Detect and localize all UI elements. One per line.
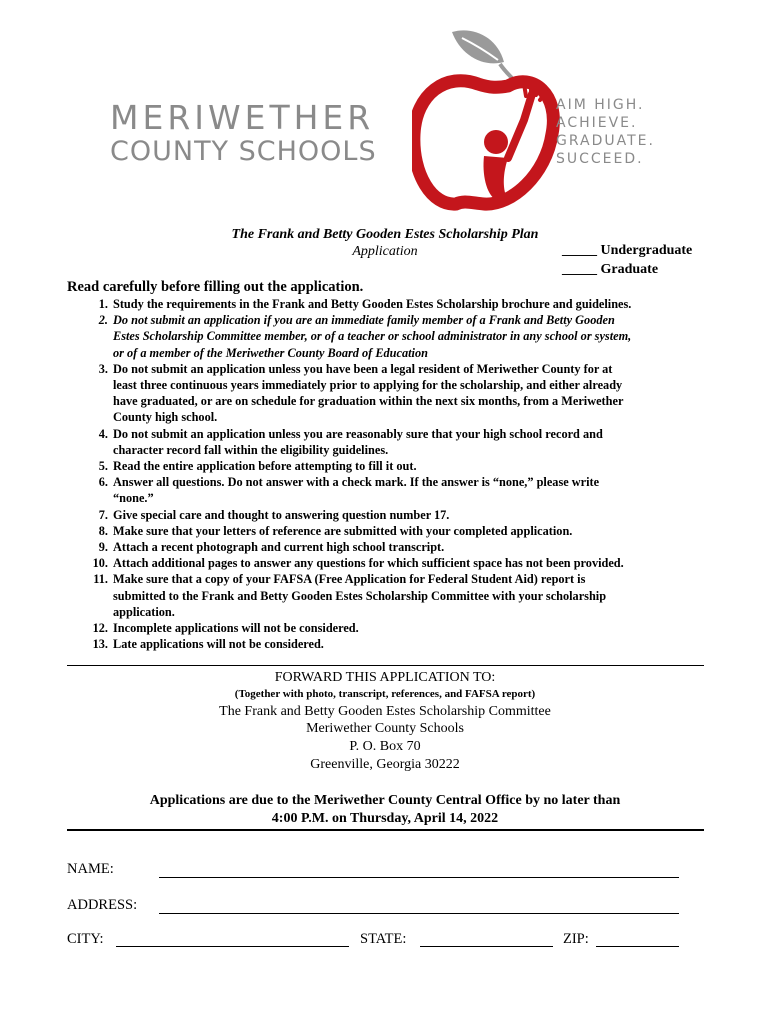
- page-subtitle: Application: [352, 244, 418, 259]
- instruction-text: Incomplete applications will not be considered.: [113, 621, 359, 636]
- instruction-number: 8.: [98, 523, 108, 538]
- instructions-heading: Read carefully before filling out the application.: [67, 279, 364, 295]
- instruction-text: least three continuous years immediately prior to applying for the scholarship, and either already: [113, 378, 623, 393]
- instruction-item: [84, 555, 709, 571]
- instruction-text: Late applications will not be considered.: [113, 637, 324, 652]
- name-field[interactable]: [159, 877, 679, 878]
- graduate-option[interactable]: _____ Graduate: [562, 262, 659, 277]
- address-line-2: Meriwether County Schools: [306, 721, 464, 736]
- instruction-number: 11.: [93, 572, 108, 587]
- instruction-text: Do not submit an application if you are an immediate family member of a Frank and Betty Gooden: [113, 313, 615, 328]
- instruction-item: [84, 571, 709, 620]
- instruction-text: Read the entire application before attempting to fill it out.: [113, 459, 417, 474]
- instruction-text: application.: [113, 604, 175, 619]
- instruction-item: [84, 507, 709, 523]
- instruction-text: Attach additional pages to answer any questions for which sufficient space has not been provided.: [113, 556, 624, 571]
- instruction-number: 7.: [98, 507, 108, 522]
- instruction-item: [84, 539, 709, 555]
- logo-line-1: MERIWETHER: [110, 98, 375, 137]
- instruction-text: “none.”: [113, 491, 154, 506]
- instruction-text: Attach a recent photograph and current high school transcript.: [113, 540, 445, 555]
- instruction-text: submitted to the Frank and Betty Gooden Estes Scholarship Committee with your scholarship: [113, 588, 607, 603]
- instruction-number: 9.: [98, 540, 108, 555]
- state-label: STATE:: [360, 931, 407, 947]
- address-field[interactable]: [159, 913, 679, 914]
- instruction-text: or of a member of the Meriwether County Board of Education: [113, 345, 428, 360]
- instruction-number: 13.: [92, 637, 108, 652]
- instruction-number: 10.: [92, 556, 108, 571]
- instruction-item: [84, 426, 709, 458]
- address-line-4: Greenville, Georgia 30222: [310, 757, 460, 772]
- due-date-line-2: 4:00 P.M. on Thursday, April 14, 2022: [271, 811, 499, 826]
- instruction-text: Make sure that your letters of reference are submitted with your completed application.: [113, 523, 573, 538]
- due-divider: [67, 829, 704, 831]
- instruction-text: Answer all questions. Do not answer with a check mark. If the answer is “none,” please write: [113, 475, 600, 490]
- instruction-item: [84, 296, 709, 312]
- address-line-1: The Frank and Betty Gooden Estes Scholarship Committee: [219, 704, 551, 719]
- instruction-text: Do not submit an application unless you have been a legal resident of Meriwether County for at: [113, 361, 613, 376]
- instruction-number: 6.: [98, 475, 108, 490]
- instruction-number: 1.: [98, 297, 108, 311]
- instruction-item: [84, 458, 709, 474]
- instruction-text: character record fall within the eligibility guidelines.: [113, 442, 389, 457]
- address-line-3: P. O. Box 70: [349, 739, 421, 754]
- instruction-item: [84, 620, 709, 636]
- name-label: NAME:: [67, 861, 114, 877]
- instruction-number: 12.: [92, 621, 108, 636]
- instruction-number: 5.: [98, 459, 108, 474]
- tagline-1: AIM HIGH.: [556, 97, 645, 113]
- instruction-text: Do not submit an application unless you are reasonably sure that your high school record and: [113, 426, 603, 441]
- due-date-line-1: Applications are due to the Meriwether County Central Office by no later than: [149, 793, 621, 808]
- instruction-text: County high school.: [113, 410, 218, 425]
- instructions-list: [84, 296, 709, 652]
- instruction-number: 3.: [98, 361, 108, 376]
- instruction-item: [84, 474, 709, 506]
- instruction-number: 4.: [98, 426, 108, 441]
- instruction-item: [84, 523, 709, 539]
- forward-note: (Together with photo, transcript, references, and FAFSA report): [234, 688, 536, 700]
- instruction-text: Make sure that a copy of your FAFSA (Free Application for Federal Student Aid) report is: [113, 572, 586, 587]
- instruction-text: Study the requirements in the Frank and Betty Gooden Estes Scholarship brochure and guidelines.: [113, 297, 632, 311]
- instruction-item: [84, 636, 709, 652]
- forward-heading: FORWARD THIS APPLICATION TO:: [274, 670, 496, 685]
- instruction-item: [84, 361, 709, 426]
- zip-label: ZIP:: [563, 931, 589, 947]
- instruction-item: [84, 312, 709, 361]
- instruction-text: have graduated, or are on schedule for graduation within the next six months, from a Meriwether: [113, 394, 624, 409]
- divider-line: [67, 665, 704, 666]
- page-title: The Frank and Betty Gooden Estes Scholarship Plan: [231, 227, 539, 242]
- tagline-4: SUCCEED.: [556, 151, 644, 167]
- tagline-3: GRADUATE.: [556, 133, 655, 149]
- instruction-number: 2.: [98, 313, 108, 328]
- state-field[interactable]: [420, 946, 553, 947]
- city-label: CITY:: [67, 931, 104, 947]
- logo-line-2: COUNTY SCHOOLS: [110, 136, 377, 167]
- instruction-text: Estes Scholarship Committee member, or of a teacher or school administrator in any school or system,: [113, 329, 632, 344]
- zip-field[interactable]: [596, 946, 679, 947]
- instruction-text: Give special care and thought to answering question number 17.: [113, 507, 450, 522]
- apple-logo-icon: [412, 24, 562, 214]
- address-label: ADDRESS:: [67, 897, 138, 913]
- city-field[interactable]: [116, 946, 349, 947]
- undergraduate-option[interactable]: _____ Undergraduate: [562, 243, 693, 258]
- tagline-2: ACHIEVE.: [556, 115, 638, 131]
